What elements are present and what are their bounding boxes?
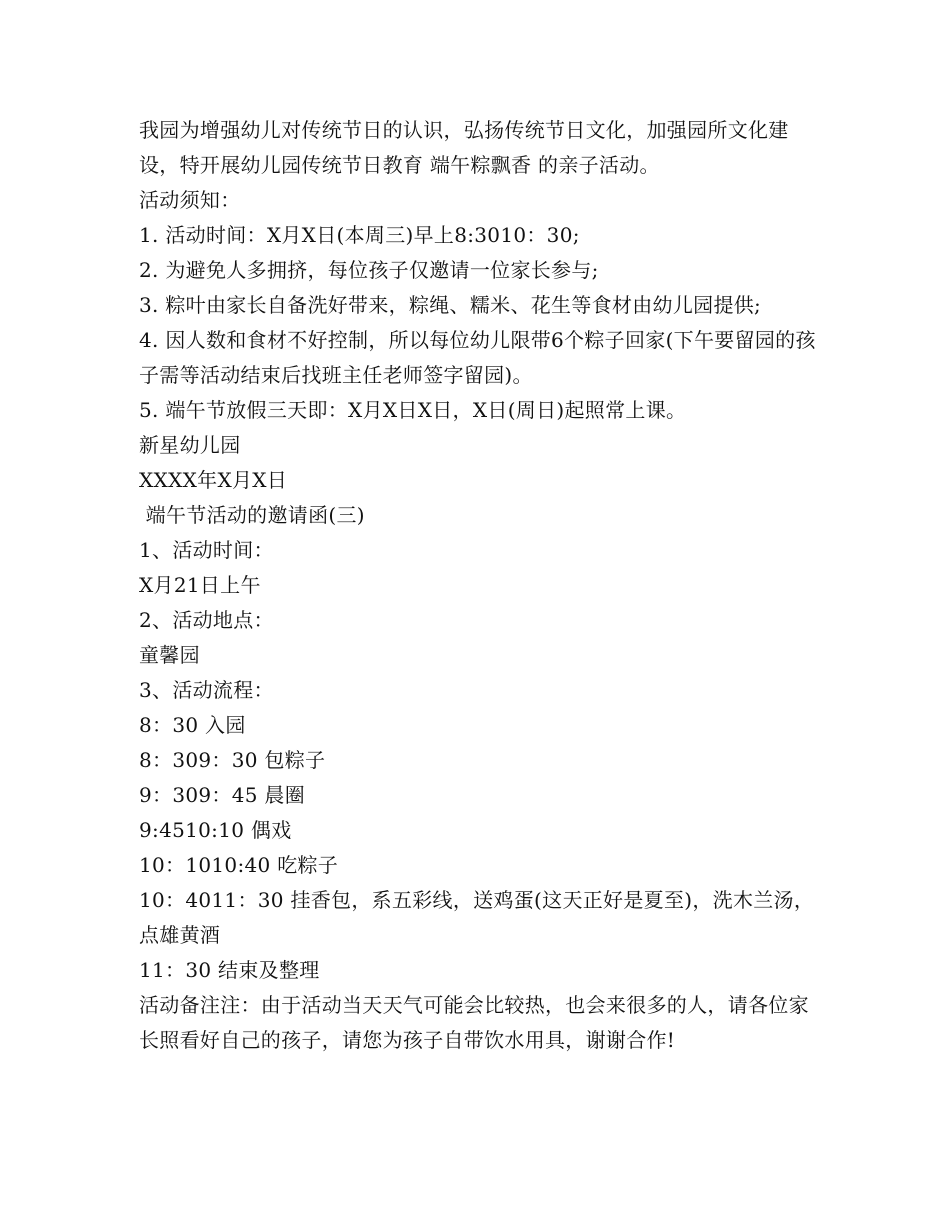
schedule-item: 8：309：30 包粽子	[139, 748, 326, 772]
intro-paragraph: 我园为增强幼儿对传统节日的认识，弘扬传统节日文化，加强园所文化建设，特开展幼儿园传统节日教育 端午粽飘香 的亲子活动。	[139, 118, 789, 177]
schedule-item: 9:4510:10 偶戏	[139, 818, 292, 842]
signature-date: XXXX年X月X日	[139, 468, 288, 492]
remarks-paragraph: 活动备注注：由于活动当天天气可能会比较热，也会来很多的人，请各位家长照看好自己的孩子，请您为孩子自带饮水用具，谢谢合作!	[139, 993, 809, 1052]
section-title: 端午节活动的邀请函(三)	[139, 503, 365, 527]
schedule-item: 10：4011：30 挂香包，系五彩线，送鸡蛋(这天正好是夏至)，洗木兰汤，点雄黄酒	[139, 888, 815, 947]
time-value: X月21日上午	[139, 573, 261, 597]
schedule-heading: 3、活动流程：	[139, 678, 274, 702]
schedule-item: 8：30 入园	[139, 713, 246, 737]
notice-item-4: 4. 因人数和食材不好控制，所以每位幼儿限带6个粽子回家(下午要留园的孩子需等活动结束后找班主任老师签字留园)。	[139, 328, 816, 387]
schedule-item: 9：309：45 晨圈	[139, 783, 306, 807]
schedule-item: 10：1010:40 吃粽子	[139, 853, 339, 877]
notice-item-2: 2. 为避免人多拥挤，每位孩子仅邀请一位家长参与;	[139, 258, 599, 282]
time-heading: 1、活动时间：	[139, 538, 274, 562]
notice-heading: 活动须知：	[139, 188, 241, 212]
notice-item-5: 5. 端午节放假三天即：X月X日X日，X日(周日)起照常上课。	[139, 398, 687, 422]
notice-item-1: 1. 活动时间：X月X日(本周三)早上8:3010：30;	[139, 223, 580, 247]
signature-org: 新星幼儿园	[139, 433, 241, 457]
schedule-item: 11：30 结束及整理	[139, 958, 320, 982]
location-value: 童馨园	[139, 643, 200, 667]
document-body	[139, 113, 819, 1058]
notice-item-3: 3. 粽叶由家长自备洗好带来，粽绳、糯米、花生等食材由幼儿园提供;	[139, 293, 762, 317]
location-heading: 2、活动地点：	[139, 608, 274, 632]
